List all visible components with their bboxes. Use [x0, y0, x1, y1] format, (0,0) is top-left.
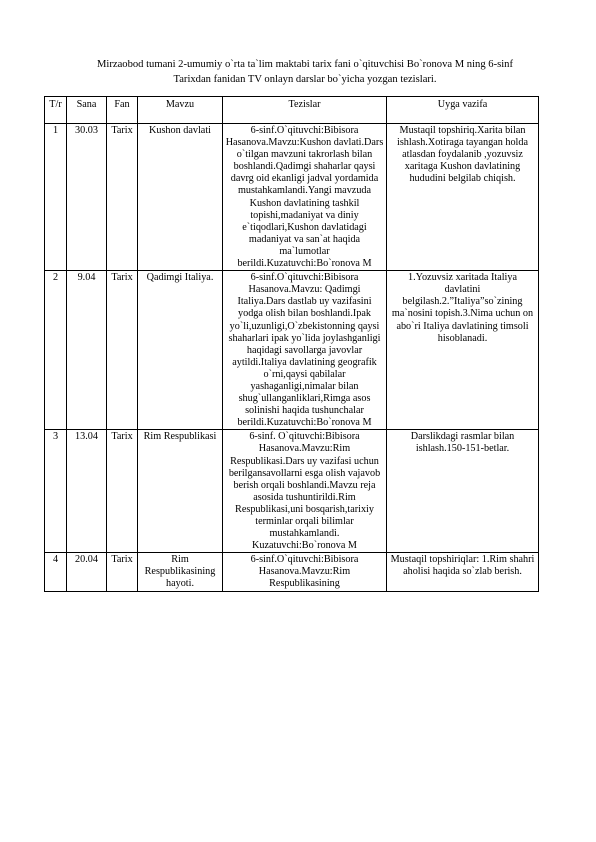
title-line-1: Mirzaobod tumani 2-umumiy o`rta ta`lim maktabi tarix fani o`qituvchisi Bo`ronova M ning 6-sinf — [96, 59, 514, 70]
row-subject: Tarix — [107, 553, 138, 591]
table-row — [45, 124, 539, 271]
row-theses: 6-sinf.O`qituvchi:Bibisora Hasanova.Mavzu:Rim Respublikasining — [223, 553, 387, 591]
header-topic: Mavzu — [138, 97, 223, 124]
row-subject: Tarix — [107, 124, 138, 271]
row-theses: 6-sinf.O`qituvchi:Bibisora Hasanova.Mavzu:Kushon davlati.Dars o`tilgan mavzuni takrorlash bilan boshlandi.Qadimgi shaharlar qaysi davrg oid ekanligi jadval yordamida mustahkamlandi.Yangi mavzuda Kushon davlatining tashkil topishi,madaniyat va diniy e`tiqodlari,Kushon davlatidagi madaniyat va san`at haqida ma`lumotlar berildi.Kuzatuvchi:Bo`ronova M — [223, 124, 387, 271]
row-number: 2 — [45, 271, 67, 430]
table-header-row — [45, 97, 539, 124]
title-line-2: Tarixdan fanidan TV onlayn darslar bo`yicha yozgan tezislari. — [173, 74, 437, 85]
header-theses: Tezislar — [223, 97, 387, 124]
header-homework: Uyga vazifa — [387, 97, 539, 124]
row-topic: Kushon davlati — [138, 124, 223, 271]
row-subject: Tarix — [107, 271, 138, 430]
header-subject: Fan — [107, 97, 138, 124]
row-topic: Rim Respublikasi — [138, 430, 223, 553]
theses-table — [44, 96, 539, 592]
row-date: 13.04 — [67, 430, 107, 553]
row-number: 3 — [45, 430, 67, 553]
row-date: 9.04 — [67, 271, 107, 430]
row-homework: 1.Yozuvsiz xaritada Italiya davlatini belgilash.2.”Italiya”so`zining ma`nosini topish.3.Nima uchun on abo`ri Italiya davlatining timsoli hisoblanadi. — [387, 271, 539, 430]
row-topic: Qadimgi Italiya. — [138, 271, 223, 430]
table-row — [45, 430, 539, 553]
row-theses: 6-sinf. O`qituvchi:Bibisora Hasanova.Mavzu:Rim Respublikasi.Dars uy vazifasi uchun berilgansavollarni esga olish vajavob berish orqali boshlandi.Mavzu reja asosida tushuntirildi.Rim Respublikasi,uni bosqarish,tarixiy terminlar orqali bilimlar mustahkamlandi. Kuzatuvchi:Bo`ronova M — [223, 430, 387, 553]
table-row — [45, 553, 539, 591]
header-date: Sana — [67, 97, 107, 124]
table-row — [45, 271, 539, 430]
row-number: 4 — [45, 553, 67, 591]
row-date: 30.03 — [67, 124, 107, 271]
header-number: T/r — [45, 97, 67, 124]
row-date: 20.04 — [67, 553, 107, 591]
row-homework: Mustaqil topshiriqlar: 1.Rim shahri aholisi haqida so`zlab berish. — [387, 553, 539, 591]
row-number: 1 — [45, 124, 67, 271]
row-topic: Rim Respublikasining hayoti. — [138, 553, 223, 591]
document-title — [60, 57, 550, 87]
row-homework: Darslikdagi rasmlar bilan ishlash.150-151-betlar. — [387, 430, 539, 553]
row-subject: Tarix — [107, 430, 138, 553]
row-homework: Mustaqil topshiriq.Xarita bilan ishlash.Xotiraga tayangan holda atlasdan foydalanib ,yozuvsiz xaritaga Kushon davlatining hududini belgilab chiqish. — [387, 124, 539, 271]
row-theses: 6-sinf.O`qituvchi:Bibisora Hasanova.Mavzu: Qadimgi Italiya.Dars dastlab uy vazifasini yodga olish bilan boshlandi.Ipak yo`li,uzunligi,O`zbekistonning qaysi shaharlari ipak yo`lida joylashganligi haqidagi savollarga javovlar aytildi.Italiya davlatining geografik o`rni,qaysi qabilalar yashaganligi,nimalar bilan shug`ullanganliklari,Rimga asos solinishi haqida tushunchalar berildi.Kuzatuvchi:Bo`ronova M — [223, 271, 387, 430]
